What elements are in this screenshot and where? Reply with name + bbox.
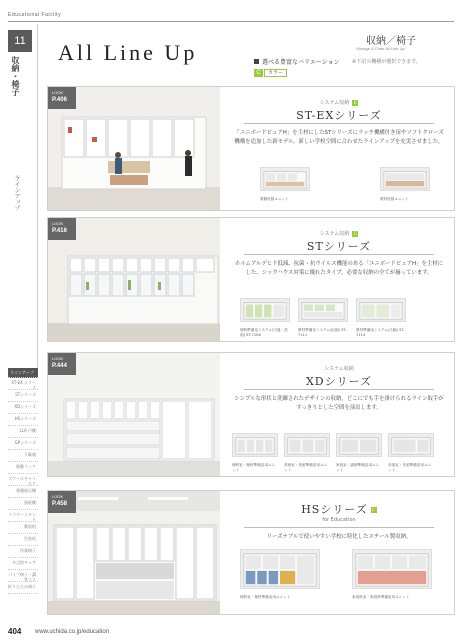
look-page: P.458 (52, 501, 67, 507)
cabinet-thumbnail (298, 298, 348, 322)
side-navigation (8, 368, 38, 594)
thumbnail-caption: 美術室・美術準備室用ユニット (284, 463, 328, 472)
thumbnail-caption: 理科室・理科準備室用ユニット (232, 463, 276, 472)
cabinet-thumbnail (240, 298, 290, 322)
cabinet-thumbnail (388, 433, 434, 457)
category-title-en: Storage & Chair All Line Up (356, 46, 405, 51)
nav-item-blackboard[interactable]: 黒板棚 (8, 498, 38, 510)
publication-topline: Educational Facility (8, 12, 62, 18)
series-description: ホルムアルデヒド低減、抗菌・抗ウイルス機能のある「ユニボードピュアH」を主材にした、シックハウス対策に優れたタイプ。必要な収納の全てが揃っています。 (234, 261, 444, 276)
thumbnail-item[interactable] (298, 298, 348, 338)
thumbnail-caption: 音楽室・音楽準備室用ユニット (388, 463, 432, 472)
side-divider (37, 24, 38, 369)
cabinet-thumbnail (232, 433, 278, 457)
series-name: ST-EXシリーズ (296, 109, 382, 122)
nav-item-st[interactable]: STシリーズ (8, 390, 38, 402)
thumbnail-caption: 理科準備室システム(引違・洗剤) ST-7106 (240, 328, 288, 337)
thumbnail-row (230, 298, 450, 338)
product-card-st[interactable] (47, 217, 455, 342)
look-label: LOOK (52, 356, 64, 361)
look-page-badge[interactable] (48, 218, 76, 240)
page-title: All Line Up (58, 40, 198, 65)
look-page-badge[interactable] (48, 491, 76, 513)
thumbnail-item[interactable] (240, 549, 320, 600)
thumbnail-row (230, 167, 450, 207)
cabinet-thumbnail (260, 167, 310, 191)
color-badge-icon: C (353, 230, 357, 236)
thumbnail-caption: 教材収納ユニット (380, 197, 409, 201)
page-subtitle: 選べる豊富なバリエーション (262, 59, 340, 66)
nav-item-hs[interactable]: HSシリーズ (8, 414, 38, 426)
cabinet-thumbnail (336, 433, 382, 457)
thumbnail-item[interactable] (352, 549, 432, 600)
thumbnail-caption: 理科室・理科準備室用ユニット (240, 595, 291, 599)
nav-item-book-display[interactable]: 書籍展示棚 (8, 486, 38, 498)
nav-item-lla[interactable]: LLA 戸棚 (8, 426, 38, 438)
look-label: LOOK (52, 221, 64, 226)
series-subtitle-en: for Education (322, 517, 356, 523)
color-badge-icon: C (371, 507, 376, 512)
series-description: リーズナブルで使いやすい学校に特化したスチール製収納。 (266, 534, 412, 540)
color-badge-icon: C (254, 69, 263, 77)
color-badge-icon: C (353, 99, 357, 105)
product-card-hs[interactable] (47, 490, 455, 615)
nav-item-shoe-rack[interactable]: 下駄箱 (8, 450, 38, 462)
series-description: シンプルな形状と洗練されたデザインの収納。どこにでも手を掛けられるライン取手がすっきりとした空間を演出します。 (234, 396, 444, 411)
nav-item-folding-chair[interactable]: 折りたたみ椅子 (8, 582, 38, 594)
nav-item-student-desk[interactable]: 生徒机 (8, 534, 38, 546)
series-type-label: システム収納 C (319, 99, 357, 106)
nav-item-flower-stand[interactable]: フラワースタンド (8, 512, 36, 522)
thumbnail-caption: 教材準備室システム(収納) ST-7111 (298, 328, 347, 337)
nav-item-multi-chair[interactable]: 多目的チェア (8, 558, 38, 570)
product-card-xd[interactable] (47, 352, 455, 477)
product-card-st-ex[interactable] (47, 86, 455, 211)
look-page: P.444 (52, 363, 67, 369)
series-name: XDシリーズ (305, 375, 373, 388)
look-label: LOOK (52, 494, 64, 499)
thumbnail-row (230, 433, 450, 473)
nav-item-gp[interactable]: GPシリーズ (8, 438, 38, 450)
thumbnail-caption: 家庭科室・家庭科準備室用ユニット (352, 595, 410, 599)
thumbnail-item[interactable] (240, 298, 290, 338)
cabinet-thumbnail (284, 433, 330, 457)
card-info (224, 218, 454, 341)
thumbnail-caption: 教材準備室システム(広幅) ST-7114 (356, 328, 405, 337)
series-divider (244, 527, 434, 528)
thumbnail-row (230, 549, 450, 609)
nav-item-xd[interactable]: XDシリーズ (8, 402, 38, 414)
cabinet-thumbnail (352, 549, 432, 589)
nav-item-teacher-desk[interactable]: 教員机 (8, 522, 38, 534)
thumbnail-item[interactable] (336, 433, 382, 473)
card-info (224, 491, 454, 614)
thumbnail-item[interactable] (260, 167, 310, 202)
thumbnail-item[interactable] (284, 433, 330, 473)
color-legend-label: カラー (264, 69, 287, 77)
footer-url[interactable]: www.uchida.co.jp/education (35, 629, 110, 635)
nav-item-work-chair[interactable]: 作業椅子 (8, 546, 38, 558)
card-info (224, 353, 454, 476)
nav-item-st-ex[interactable]: ST-EX シリーズ (8, 378, 38, 390)
look-label: LOOK (52, 90, 64, 95)
nav-item-lineup[interactable]: ラインアップ (8, 368, 38, 378)
page-number: 404 (8, 627, 22, 636)
nav-item-mobile-rack[interactable]: 移動ラック (8, 462, 38, 474)
look-page: P.406 (52, 97, 67, 103)
header-rule (8, 21, 454, 22)
look-page-badge[interactable] (48, 87, 76, 109)
series-name: HSシリーズ C (301, 503, 376, 516)
series-divider (244, 254, 434, 255)
cabinet-thumbnail (240, 549, 320, 589)
thumbnail-item[interactable] (356, 298, 406, 338)
chapter-category: 収納・椅子 (11, 56, 20, 96)
chapter-section: ラインアップ (13, 175, 20, 211)
thumbnail-item[interactable] (232, 433, 278, 473)
series-divider (244, 123, 434, 124)
series-name: STシリーズ (306, 240, 372, 253)
bullet-square-icon (254, 59, 259, 64)
nav-item-pipe-chair[interactable]: パイプ椅子・講堂イス (8, 572, 36, 582)
thumbnail-caption: 書籍収納ユニット (260, 197, 289, 201)
look-page-badge[interactable] (48, 353, 76, 375)
cabinet-thumbnail (380, 167, 430, 191)
series-type-label: システム収納 C (319, 230, 357, 237)
chapter-number: 11 (8, 30, 32, 52)
page-note: ※下記の機種が選択できます。 (352, 59, 421, 65)
series-divider (244, 389, 434, 390)
thumbnail-caption: 家庭室・調理準備室用ユニット (336, 463, 380, 472)
cabinet-thumbnail (356, 298, 406, 322)
thumbnail-item[interactable] (380, 167, 430, 202)
series-description: 「ユニボードピュアH」を主材にしたSTシリーズにラッチ機構付き扉やソフトクローズ機構を追加した新モデル。新しい学校空間に合わせたラインアップを充実させました。 (234, 130, 444, 145)
thumbnail-item[interactable] (388, 433, 434, 473)
card-info (224, 87, 454, 210)
nav-item-school-child[interactable]: スクールチャイルド (8, 476, 36, 486)
look-page: P.416 (52, 228, 67, 234)
category-title-jp: 収納／椅子 (366, 36, 416, 47)
series-type-label: システム収納 (324, 366, 354, 372)
